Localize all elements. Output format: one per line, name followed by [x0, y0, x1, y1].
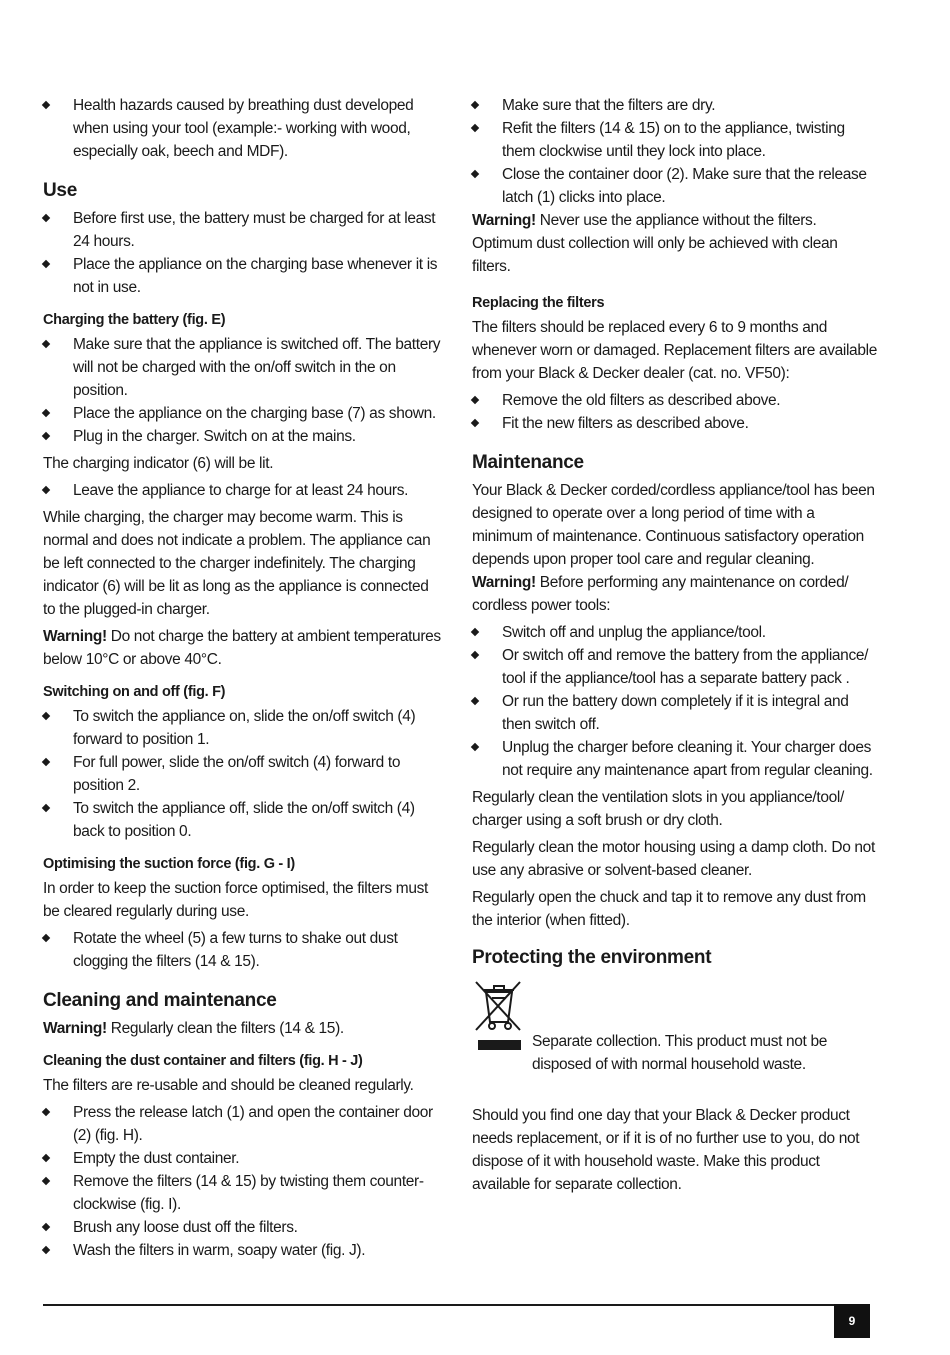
list-item-text: For full power, slide the on/off switch (4) forward to position 2.	[73, 754, 401, 794]
warning-text: Never use the appliance without the filters. Optimum dust collection will only be achieved with clean filters.	[472, 212, 838, 275]
section-heading-cleaning: Cleaning and maintenance	[43, 990, 277, 1011]
list-item-text: Place the appliance on the charging base whenever it is not in use.	[73, 256, 438, 296]
replacing-paragraph: The filters should be replaced every 6 to 9 months and whenever worn or damaged. Replacement filters are available from your Black & Decker dealer (cat. no. VF50):	[472, 319, 877, 382]
list-item-text: Empty the dust container.	[73, 1150, 240, 1167]
list-item-text: Before first use, the battery must be charged for at least 24 hours.	[73, 210, 436, 250]
crossed-out-wheelie-bin-icon	[472, 978, 528, 1034]
list-item-text: Place the appliance on the charging base (7) as shown.	[73, 405, 436, 422]
subheading-optimising: Optimising the suction force (fig. G - I)	[43, 856, 295, 872]
maintenance-paragraph: Your Black & Decker corded/cordless appliance/tool has been designed to operate over a long period of time with a minimum of maintenance. Continuous satisfactory operation depends upon proper tool care and regular cleaning.	[472, 482, 875, 568]
list-item-text: Plug in the charger. Switch on at the mains.	[73, 428, 356, 445]
bullet-icon	[42, 340, 50, 348]
cleaning-bullet-list	[43, 1101, 443, 1262]
list-item-text: Make sure that the filters are dry.	[502, 97, 716, 114]
maintenance-paragraph-3: Regularly clean the motor housing using a damp cloth. Do not use any abrasive or solvent-based cleaner.	[472, 839, 875, 879]
list-item-text: Brush any loose dust off the filters.	[73, 1219, 298, 1236]
bullet-icon	[42, 260, 50, 268]
bullet-icon	[471, 101, 479, 109]
section-heading-environment: Protecting the environment	[472, 947, 712, 968]
bullet-icon	[42, 101, 50, 109]
bullet-icon	[42, 934, 50, 942]
section-heading-use: Use	[43, 180, 77, 201]
list-item	[43, 1216, 443, 1239]
list-item-text: To switch the appliance on, slide the on/off switch (4) forward to position 1.	[73, 708, 416, 748]
separate-collection-block	[472, 978, 877, 1090]
warning-text: Do not charge the battery at ambient temperatures below 10°C or above 40°C.	[43, 628, 441, 668]
environment-paragraph: Should you find one day that your Black & Decker product needs replacement, or if it is of no further use to you, do not dispose of it with household waste. Make this product available for separate collection.	[472, 1107, 860, 1193]
refit-bullet-list	[472, 94, 877, 209]
subheading-cleaning-container: Cleaning the dust container and filters (fig. H - J)	[43, 1053, 363, 1069]
cleaning-warning	[43, 1017, 443, 1040]
list-item	[472, 117, 877, 163]
bullet-icon	[42, 409, 50, 417]
replacing-bullet-list	[472, 389, 877, 435]
list-item	[472, 412, 877, 435]
warning-label: Warning!	[472, 212, 536, 229]
bullet-icon	[471, 628, 479, 636]
list-item	[43, 751, 443, 797]
maintenance-paragraph-4: Regularly open the chuck and tap it to remove any dust from the interior (when fitted).	[472, 889, 866, 929]
list-item-text: Press the release latch (1) and open the container door (2) (fig. H).	[73, 1104, 433, 1144]
page-number: 9	[834, 1304, 870, 1338]
bullet-icon	[42, 214, 50, 222]
list-item	[43, 1239, 443, 1262]
list-item-text: Remove the old filters as described above.	[502, 392, 781, 409]
list-item	[43, 705, 443, 751]
subheading-charging: Charging the battery (fig. E)	[43, 312, 226, 328]
list-item	[43, 253, 443, 299]
list-item	[472, 621, 877, 644]
list-item-text: Leave the appliance to charge for at least 24 hours.	[73, 482, 409, 499]
charging-bullet-list	[43, 333, 443, 448]
bullet-icon	[42, 804, 50, 812]
charging-bullet-list-2	[43, 479, 443, 502]
bullet-icon	[42, 1154, 50, 1162]
list-item	[43, 479, 443, 502]
maintenance-warning	[472, 571, 877, 617]
warning-label: Warning!	[43, 1020, 107, 1037]
separate-collection-text: Separate collection. This product must not be disposed of with normal household waste.	[532, 1033, 827, 1073]
list-item-text: To switch the appliance off, slide the on/off switch (4) back to position 0.	[73, 800, 415, 840]
list-item-text: Switch off and unplug the appliance/tool.	[502, 624, 766, 641]
bullet-icon	[471, 170, 479, 178]
cleaning-paragraph: The filters are re-usable and should be cleaned regularly.	[43, 1077, 414, 1094]
bullet-icon	[471, 124, 479, 132]
list-item-text: Wash the filters in warm, soapy water (fig. J).	[73, 1242, 366, 1259]
bullet-icon	[42, 1223, 50, 1231]
left-column	[43, 94, 443, 1262]
list-item	[43, 94, 443, 163]
warning-text: Regularly clean the filters (14 & 15).	[106, 1020, 344, 1037]
list-item-text: Fit the new filters as described above.	[502, 415, 749, 432]
bullet-icon	[471, 396, 479, 404]
list-item	[43, 425, 443, 448]
maintenance-paragraph-2: Regularly clean the ventilation slots in you appliance/tool/ charger using a soft brush or dry cloth.	[472, 789, 844, 829]
switching-bullet-list	[43, 705, 443, 843]
charging-indicator-text: The charging indicator (6) will be lit.	[43, 455, 274, 472]
list-item	[43, 1147, 443, 1170]
list-item-text: Remove the filters (14 & 15) by twisting them counter-clockwise (fig. I).	[73, 1173, 424, 1213]
warning-text: Before performing any maintenance on corded/ cordless power tools:	[472, 574, 849, 614]
list-item	[43, 1101, 443, 1147]
list-item	[472, 644, 877, 690]
list-item-text: Make sure that the appliance is switched off. The battery will not be charged with the on/off switch in the on position.	[73, 336, 441, 399]
list-item-text: Unplug the charger before cleaning it. Your charger does not require any maintenance apart from regular cleaning.	[502, 739, 873, 779]
list-item	[472, 690, 877, 736]
list-item	[43, 207, 443, 253]
subheading-replacing: Replacing the filters	[472, 295, 605, 311]
maintenance-bullet-list	[472, 621, 877, 782]
bullet-icon	[471, 651, 479, 659]
bullet-icon	[42, 432, 50, 440]
list-item-text: Health hazards caused by breathing dust developed when using your tool (example:- working with wood, especially oak, beech and MDF).	[73, 97, 414, 160]
list-item-text: Rotate the wheel (5) a few turns to shake out dust clogging the filters (14 & 15).	[73, 930, 398, 970]
list-item	[43, 333, 443, 402]
list-item	[43, 1170, 443, 1216]
bullet-icon	[471, 743, 479, 751]
list-item-text: Refit the filters (14 & 15) on to the appliance, twisting them clockwise until they lock into place.	[502, 120, 845, 160]
optimising-paragraph: In order to keep the suction force optimised, the filters must be cleared regularly during use.	[43, 880, 428, 920]
bullet-icon	[42, 486, 50, 494]
list-item-text: Or switch off and remove the battery from the appliance/ tool if the appliance/tool has a separate battery pack .	[502, 647, 869, 687]
list-item	[472, 389, 877, 412]
optimising-bullet-list	[43, 927, 443, 973]
bullet-icon	[42, 1177, 50, 1185]
warning-label: Warning!	[43, 628, 107, 645]
use-bullet-list	[43, 207, 443, 299]
list-item	[472, 163, 877, 209]
list-item	[472, 94, 877, 117]
intro-bullet-list	[43, 94, 443, 163]
list-item-text: Or run the battery down completely if it is integral and then switch off.	[502, 693, 849, 733]
bullet-icon	[471, 697, 479, 705]
subheading-switching: Switching on and off (fig. F)	[43, 684, 226, 700]
warning-label: Warning!	[472, 574, 536, 591]
section-heading-maintenance: Maintenance	[472, 452, 584, 473]
list-item	[43, 927, 443, 973]
bullet-icon	[42, 1246, 50, 1254]
bullet-icon	[471, 419, 479, 427]
charging-warning	[43, 625, 443, 671]
list-item	[472, 736, 877, 782]
bullet-icon	[42, 1108, 50, 1116]
charging-paragraph: While charging, the charger may become warm. This is normal and does not indicate a problem. The appliance can be left connected to the charger indefinitely. The charging indicator (6) will be lit as long as the appliance is connected to the plugged-in charger.	[43, 509, 431, 618]
bullet-icon	[42, 712, 50, 720]
list-item	[43, 402, 443, 425]
bullet-icon	[42, 758, 50, 766]
right-column	[472, 94, 877, 1200]
footer-rule	[43, 1304, 870, 1306]
collection-bar	[478, 1040, 521, 1050]
list-item-text: Close the container door (2). Make sure that the release latch (1) clicks into place.	[502, 166, 867, 206]
list-item	[43, 797, 443, 843]
filters-warning	[472, 209, 877, 278]
